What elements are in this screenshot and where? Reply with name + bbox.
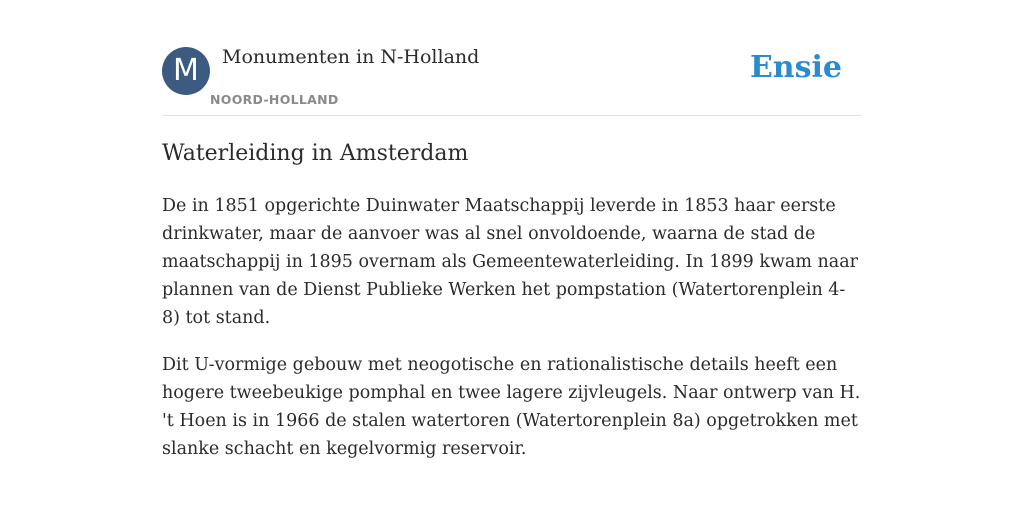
header xyxy=(162,44,862,116)
article-title: Waterleiding in Amsterdam xyxy=(162,141,469,166)
article-paragraph-1: De in 1851 opgerichte Duinwater Maatschappij leverde in 1853 haar eerste drinkwater, maar de aanvoer was al snel onvoldoende, waarna de stad de maatschappij in 1895 overnam als Gemeentewaterleiding. In 1899 kwam naar plannen van de Dienst Publieke Werken het pompstation (Watertorenplein 4-8) tot stand. xyxy=(162,196,859,328)
avatar[interactable]: M xyxy=(162,47,210,95)
brand-logo[interactable]: Ensie xyxy=(749,50,842,85)
site-title[interactable]: Monumenten in N-Holland xyxy=(222,46,480,68)
article-content xyxy=(162,138,862,482)
site-subtitle[interactable]: NOORD-HOLLAND xyxy=(210,92,339,107)
article-paragraph-2: Dit U-vormige gebouw met neogotische en rationalistische details heeft een hogere tweebeukige pomphal en twee lagere zijvleugels. Naar ontwerp van H. 't Hoen is in 1966 de stalen watertoren (Watertorenplein 8a) opgetrokken met slanke schacht en kegelvormig reservoir. xyxy=(162,355,861,459)
